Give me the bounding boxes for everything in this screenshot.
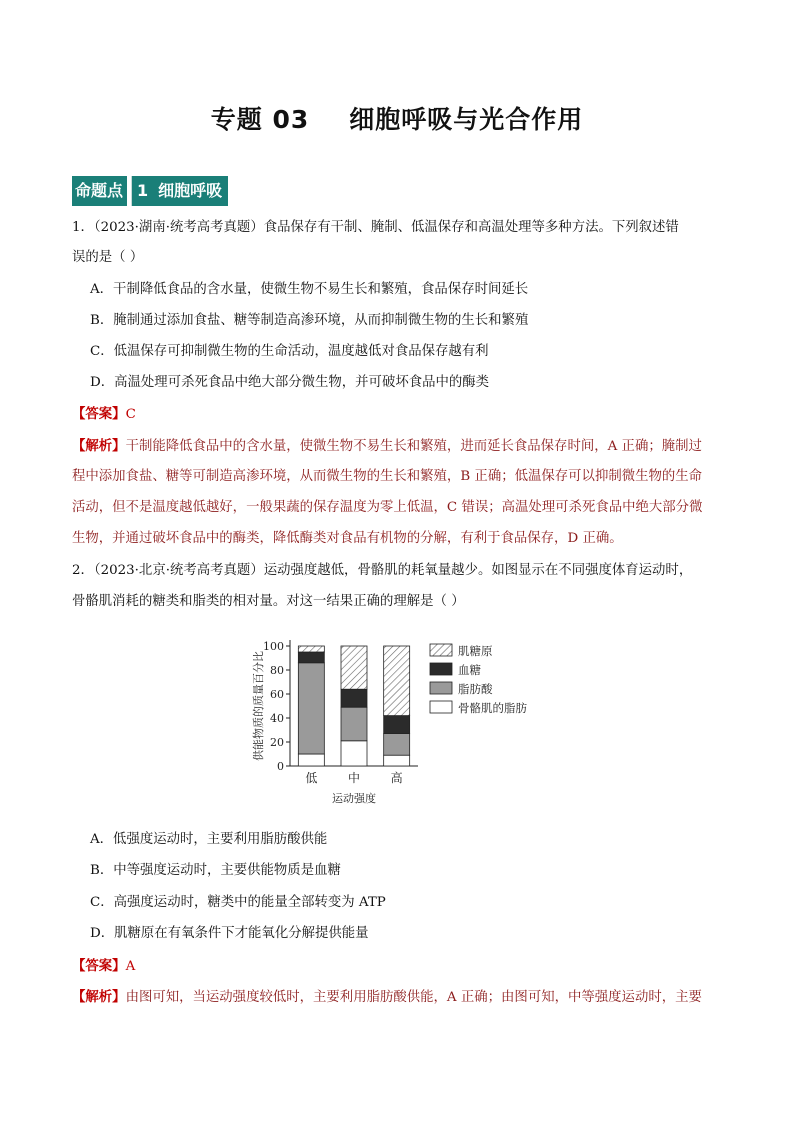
x-tick-label: 中	[347, 771, 361, 785]
section-label: 命题点	[72, 176, 127, 206]
y-tick-label: 80	[270, 664, 284, 677]
bar-segment	[384, 734, 410, 756]
bar-segment	[298, 754, 324, 766]
y-axis-title: 供能物质的质量百分比	[252, 651, 265, 761]
section-badge	[72, 176, 228, 206]
q2-explain-line1	[72, 987, 702, 1008]
section-number: 1	[137, 181, 149, 200]
legend-swatch	[430, 682, 452, 694]
q2-option-a: A．低强度运动时，主要利用脂肪酸供能	[90, 832, 328, 847]
q1-explain-text1: 干制能降低食品中的含水量，使微生物不易生长和繁殖，进而延长食品保存时间，A 正确；腌制过	[125, 439, 702, 454]
q2-option-b: B．中等强度运动时，主要供能物质是血糖	[90, 863, 341, 878]
y-tick-label: 100	[263, 640, 284, 653]
legend-swatch	[430, 663, 452, 675]
legend-swatch	[430, 644, 452, 656]
y-tick-label: 20	[270, 736, 284, 749]
page-title	[0, 100, 794, 136]
q1-explain-line1	[72, 436, 702, 457]
q2-explain-label: 【解析】	[72, 989, 126, 1005]
bar-segment	[298, 652, 324, 663]
q1-stem-line1: 1．（2023·湖南·统考高考真题）食品保存有干制、腌制、低温保存和高温处理等多种方法。下列叙述错	[72, 220, 679, 235]
x-tick-label: 低	[305, 771, 318, 785]
legend-label: 脂肪酸	[458, 682, 493, 696]
q2-option-d: D．肌糖原在有氧条件下才能氧化分解提供能量	[90, 926, 369, 941]
bar-segment	[341, 741, 367, 766]
q1-stem-line2: 误的是（ ）	[72, 250, 144, 265]
legend-label: 骨骼肌的脂肪	[458, 701, 527, 715]
q1-explain-line2: 程中添加食盐、糖等可制造高渗环境，从而微生物的生长和繁殖，B 正确；低温保存可以抑制微生物的生命	[72, 469, 703, 484]
q1-option-a: A．干制降低食品的含水量，使微生物不易生长和繁殖，食品保存时间延长	[90, 282, 529, 297]
x-axis-title: 运动强度	[332, 792, 376, 805]
bar-segment	[298, 663, 324, 754]
q2-answer-value: A	[125, 959, 136, 974]
legend-swatch	[430, 701, 452, 713]
q1-explain-label: 【解析】	[72, 438, 126, 454]
bar-segment	[341, 646, 367, 689]
q2-explain-text1: 由图可知，当运动强度较低时，主要利用脂肪酸供能，A 正确；由图可知，中等强度运动时，主要	[125, 990, 702, 1005]
q1-option-b: B．腌制通过添加食盐、糖等制造高渗环境，从而抑制微生物的生长和繁殖	[90, 313, 529, 328]
q2-stem-line1: 2．（2023·北京·统考高考真题）运动强度越低，骨骼肌的耗氧量越少。如图显示在不同强度体育运动时，	[72, 563, 693, 578]
q1-explain-line4: 生物，并通过破坏食品中的酶类，降低酶类对食品有机物的分解，有利于食品保存，D 正确。	[72, 531, 623, 546]
x-tick-label: 高	[390, 771, 403, 785]
legend-label: 肌糖原	[458, 644, 493, 658]
q1-option-d: D．高温处理可杀死食品中绝大部分微生物，并可破坏食品中的酶类	[90, 375, 490, 390]
title-main: 细胞呼吸与光合作用	[349, 105, 584, 134]
bar-segment	[384, 716, 410, 734]
section-name: 细胞呼吸	[158, 181, 223, 200]
q1-option-c: C．低温保存可抑制微生物的生命活动，温度越低对食品保存越有利	[90, 344, 489, 359]
bar-segment	[384, 755, 410, 766]
q2-answer	[72, 956, 135, 977]
chart-svg	[246, 630, 546, 814]
bar-segment	[384, 646, 410, 716]
legend-label: 血糖	[458, 663, 481, 677]
y-tick-label: 40	[270, 712, 284, 725]
q1-answer-value: C	[125, 407, 136, 422]
stacked-bar-chart	[246, 630, 546, 814]
bar-segment	[341, 707, 367, 741]
y-tick-label: 0	[277, 760, 284, 773]
q1-answer-label: 【答案】	[72, 406, 126, 422]
title-prefix: 专题 03	[210, 105, 310, 134]
section-title	[127, 176, 228, 206]
q1-explain-line3: 活动，但不是温度越低越好，一般果蔬的保存温度为零上低温，C 错误；高温处理可杀死食品中绝大部分微	[72, 500, 703, 515]
q2-stem-line2: 骨骼肌消耗的糖类和脂类的相对量。对这一结果正确的理解是（ ）	[72, 594, 465, 609]
q2-option-c: C．高强度运动时，糖类中的能量全部转变为 ATP	[90, 895, 386, 910]
y-tick-label: 60	[270, 688, 284, 701]
q1-answer	[72, 404, 136, 425]
bar-segment	[341, 689, 367, 707]
q2-answer-label: 【答案】	[72, 958, 126, 974]
bar-segment	[298, 646, 324, 652]
